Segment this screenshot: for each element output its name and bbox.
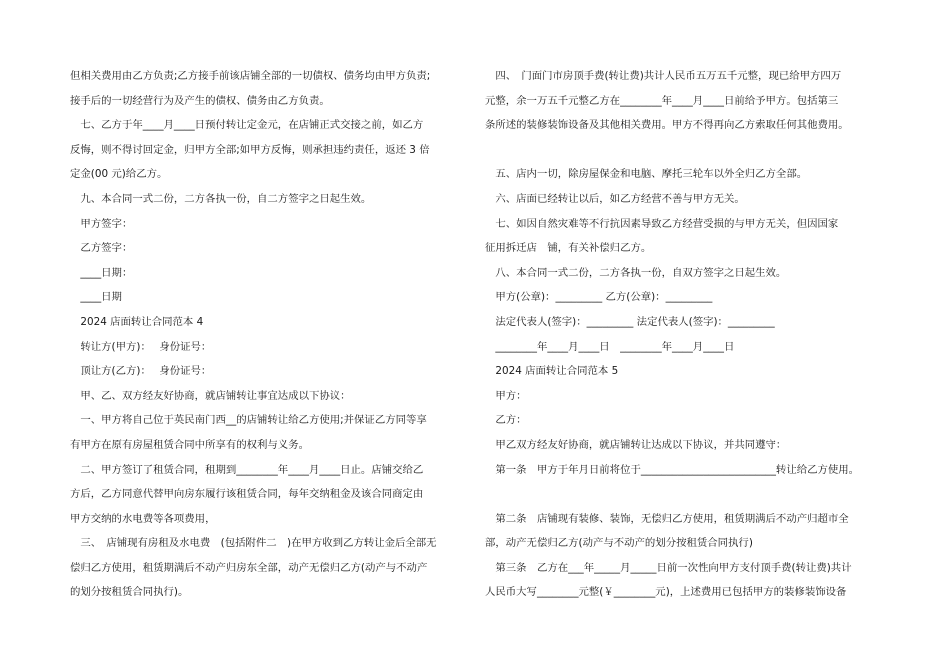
text-line: 的划分按租赁合同执行)。 (70, 586, 189, 599)
text-line: 征用拆迁店 铺，有关补偿归乙方。 (485, 242, 652, 255)
text-line: 三、 店铺现有房租及水电费 (包括附件二 )在甲方收到乙方转让金后全部无 (70, 537, 437, 550)
text-line: 甲乙双方经友好协商，就店铺转让达成以下协议，并共同遵守： (485, 438, 787, 451)
text-line: 二、甲方签订了租赁合同，租期到________年____月____日止。店铺交给乙 (70, 463, 424, 476)
text-line: 顶让方(乙方)： 身份证号： (70, 365, 212, 378)
text-line: 甲、乙、双方经友好协商，就店铺转让事宜达成以下协议： (70, 389, 351, 402)
text-line: 九、本合同一式二份，二方各执一份，自二方签字之日起生效。 (70, 192, 372, 205)
text-line: 有甲方在原有房屋租赁合同中所享有的权利与义务。 (70, 438, 309, 451)
text-line: 条所述的装修装饰设备及其他相关费用。甲方不得再向乙方索取任何其他费用。 (485, 119, 849, 132)
text-line: 四、 门面门市房顶手费(转让费)共计人民币五万五千元整，现已给甲方四万 (485, 70, 842, 82)
text-line: 转让方(甲方)： 身份证号： (70, 340, 212, 353)
text-line: 第一条 甲方于年月日前将位于__________________________转让给乙方使用。 (485, 463, 860, 476)
text-line: 七、乙方于年____月____日预付转让定金元，在店铺正式交接之前，如乙方 (70, 119, 424, 132)
section-title: 2024 店面转让合同范本 4 (70, 315, 204, 328)
right-column (485, 64, 877, 605)
text-line: 定金(00 元)给乙方。 (70, 168, 168, 181)
text-line: 第三条 乙方在___年_____月_____日前一次性向甲方支付顶手费(转让费)共计 (485, 561, 852, 574)
text-line: 元整，余一万五千元整乙方在________年____月____日前给予甲方。包括第三 (485, 94, 839, 107)
text-line: 七、如因自然灾难等不行抗因素导致乙方经营受损的与甲方无关，但因国家 (485, 217, 839, 230)
text-line: 甲方： (485, 389, 527, 402)
spacer (485, 482, 877, 507)
text-line: 接手后的一切经营行为及产生的债权、债务由乙方负责。 (70, 94, 330, 107)
text-line: 甲方交纳的水电费等各项费用， (70, 512, 216, 525)
section-title: 2024 店面转让合同范本 5 (485, 365, 619, 378)
left-column (70, 64, 456, 605)
text-line: 乙方签字： (70, 242, 133, 255)
text-line: 甲方签字： (70, 217, 133, 230)
text-line: 偿归乙方使用，租赁期满后不动产归房东全部，动产无偿归乙方(动产与不动产 (70, 561, 428, 574)
text-line: 部，动产无偿归乙方(动产与不动产的划分按租赁合同执行) (485, 537, 753, 550)
text-line: 甲方(公章)：_________ 乙方(公章)：_________ (485, 291, 713, 304)
text-line: 第二条 店铺现有装修、装饰，无偿归乙方使用，租赁期满后不动产归超市全 (485, 512, 849, 525)
text-line: 八、本合同一式二份，二方各执一份，自双方签字之日起生效。 (485, 266, 787, 279)
text-line: 但相关费用由乙方负责;乙方接手前该店铺全部的一切债权、债务均由甲方负责; (70, 70, 431, 82)
text-line: 五、店内一切，除房屋保金和电脑、摩托三轮车以外全归乙方全部。 (485, 168, 808, 181)
text-line: 反悔，则不得讨回定金，归甲方全部;如甲方反悔，则承担违约责任，返还 3 倍 (70, 143, 430, 156)
text-line: 方后，乙方同意代替甲向房东履行该租赁合同，每年交纳租金及该合同商定由 (70, 488, 424, 501)
text-line: ________年____月____日 ________年____月____日 (485, 340, 735, 353)
spacer (485, 138, 877, 163)
text-line: 法定代表人(签字)：_________ 法定代表人(签字)：_________ (485, 315, 775, 328)
text-line: ____日期： (70, 266, 133, 279)
text-line: 人民币大写________元整(￥________元)，上述费用已包括甲方的装修装饰设备 (485, 586, 847, 599)
text-line: ____日期 (70, 291, 122, 304)
text-line: 乙方： (485, 414, 527, 427)
text-line: 一、甲方将自己位于英民南门西__的店铺转让给乙方使用;并保证乙方同等享 (70, 414, 427, 427)
text-line: 六、店面已经转让以后，如乙方经营不善与甲方无关。 (485, 192, 745, 205)
